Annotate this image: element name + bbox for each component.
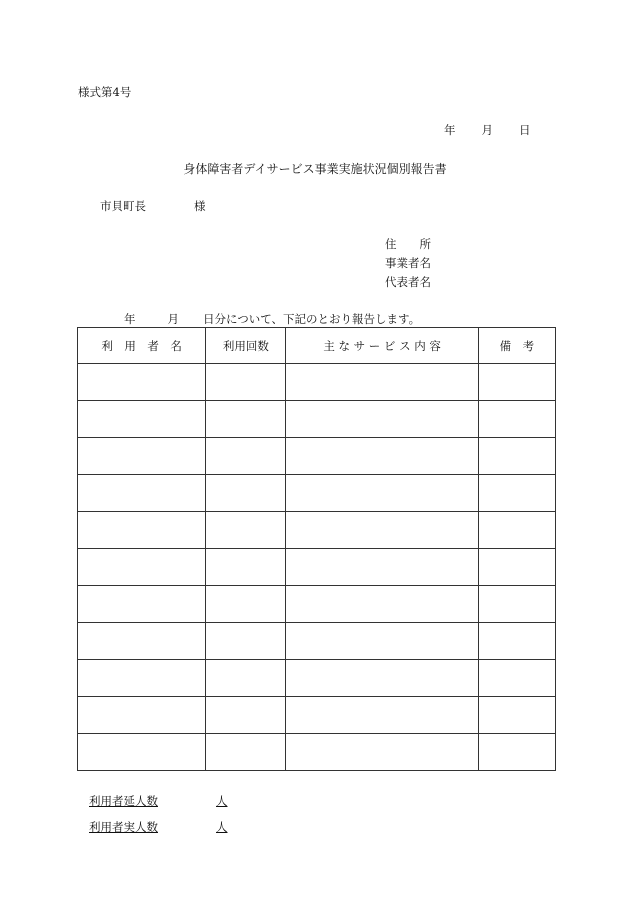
- date-month-label: 月: [481, 123, 493, 137]
- cell-remarks[interactable]: [478, 549, 555, 586]
- cell-main-service[interactable]: [286, 586, 478, 623]
- cell-user-name[interactable]: [78, 660, 206, 697]
- header-user-name: 利 用 者 名: [78, 328, 206, 364]
- table-row: [78, 586, 556, 623]
- cell-user-name[interactable]: [78, 549, 206, 586]
- document-title: 身体障害者デイサービス事業実施状況個別報告書: [183, 162, 447, 176]
- addressee: [100, 198, 206, 214]
- cell-usage-count[interactable]: [206, 438, 286, 475]
- table-row: [78, 512, 556, 549]
- cell-usage-count[interactable]: [206, 697, 286, 734]
- date-line: [444, 122, 531, 138]
- cell-remarks[interactable]: [478, 438, 555, 475]
- cell-usage-count[interactable]: [206, 623, 286, 660]
- table-row: [78, 438, 556, 475]
- table-row: [78, 549, 556, 586]
- cell-main-service[interactable]: [286, 512, 478, 549]
- cell-user-name[interactable]: [78, 475, 206, 512]
- table-header-row: [78, 328, 556, 364]
- cell-usage-count[interactable]: [206, 586, 286, 623]
- cell-main-service[interactable]: [286, 697, 478, 734]
- service-report-table: [77, 327, 556, 771]
- cell-usage-count[interactable]: [206, 475, 286, 512]
- cell-remarks[interactable]: [478, 660, 555, 697]
- cell-remarks[interactable]: [478, 364, 555, 401]
- cell-remarks[interactable]: [478, 697, 555, 734]
- total-extended-users: [89, 793, 228, 809]
- table-row: [78, 623, 556, 660]
- cell-usage-count[interactable]: [206, 549, 286, 586]
- cell-user-name[interactable]: [78, 623, 206, 660]
- cell-remarks[interactable]: [478, 586, 555, 623]
- date-day-label: 日: [519, 123, 531, 137]
- table-row: [78, 364, 556, 401]
- cell-user-name[interactable]: [78, 697, 206, 734]
- cell-main-service[interactable]: [286, 660, 478, 697]
- cell-user-name[interactable]: [78, 438, 206, 475]
- total-actual-label: 利用者実人数: [89, 820, 158, 834]
- report-statement: [124, 311, 420, 327]
- cell-usage-count[interactable]: [206, 660, 286, 697]
- total-extended-unit: 人: [216, 794, 228, 808]
- sender-representative-label: 代表者名: [385, 275, 431, 289]
- sender-address-label: 住 所: [385, 237, 431, 251]
- table-row: [78, 660, 556, 697]
- report-year-label: 年: [124, 312, 136, 326]
- cell-usage-count[interactable]: [206, 364, 286, 401]
- header-usage-count: 利用回数: [206, 328, 286, 364]
- table-row: [78, 401, 556, 438]
- cell-usage-count[interactable]: [206, 734, 286, 771]
- cell-remarks[interactable]: [478, 475, 555, 512]
- header-main-service: 主 な サ ー ビ ス 内 容: [286, 328, 478, 364]
- table-row: [78, 475, 556, 512]
- sender-business-label: 事業者名: [385, 256, 431, 270]
- cell-main-service[interactable]: [286, 364, 478, 401]
- cell-user-name[interactable]: [78, 586, 206, 623]
- addressee-name: 市貝町長: [100, 199, 146, 213]
- cell-main-service[interactable]: [286, 734, 478, 771]
- cell-usage-count[interactable]: [206, 401, 286, 438]
- cell-remarks[interactable]: [478, 734, 555, 771]
- table-body: [78, 364, 556, 771]
- date-year-label: 年: [444, 123, 456, 137]
- cell-main-service[interactable]: [286, 549, 478, 586]
- cell-remarks[interactable]: [478, 512, 555, 549]
- form-number: 様式第4号: [78, 85, 132, 99]
- total-actual-users: [89, 819, 228, 835]
- report-month-label: 月: [167, 312, 179, 326]
- cell-usage-count[interactable]: [206, 512, 286, 549]
- report-text: 日分について、下記のとおり報告します。: [203, 312, 421, 326]
- cell-main-service[interactable]: [286, 475, 478, 512]
- cell-user-name[interactable]: [78, 512, 206, 549]
- cell-user-name[interactable]: [78, 364, 206, 401]
- cell-remarks[interactable]: [478, 401, 555, 438]
- cell-user-name[interactable]: [78, 734, 206, 771]
- total-extended-label: 利用者延人数: [89, 794, 158, 808]
- cell-main-service[interactable]: [286, 438, 478, 475]
- header-remarks: 備 考: [478, 328, 555, 364]
- cell-main-service[interactable]: [286, 401, 478, 438]
- total-actual-unit: 人: [216, 820, 228, 834]
- cell-user-name[interactable]: [78, 401, 206, 438]
- cell-main-service[interactable]: [286, 623, 478, 660]
- table-row: [78, 697, 556, 734]
- addressee-honorific: 様: [194, 199, 206, 213]
- table-row: [78, 734, 556, 771]
- cell-remarks[interactable]: [478, 623, 555, 660]
